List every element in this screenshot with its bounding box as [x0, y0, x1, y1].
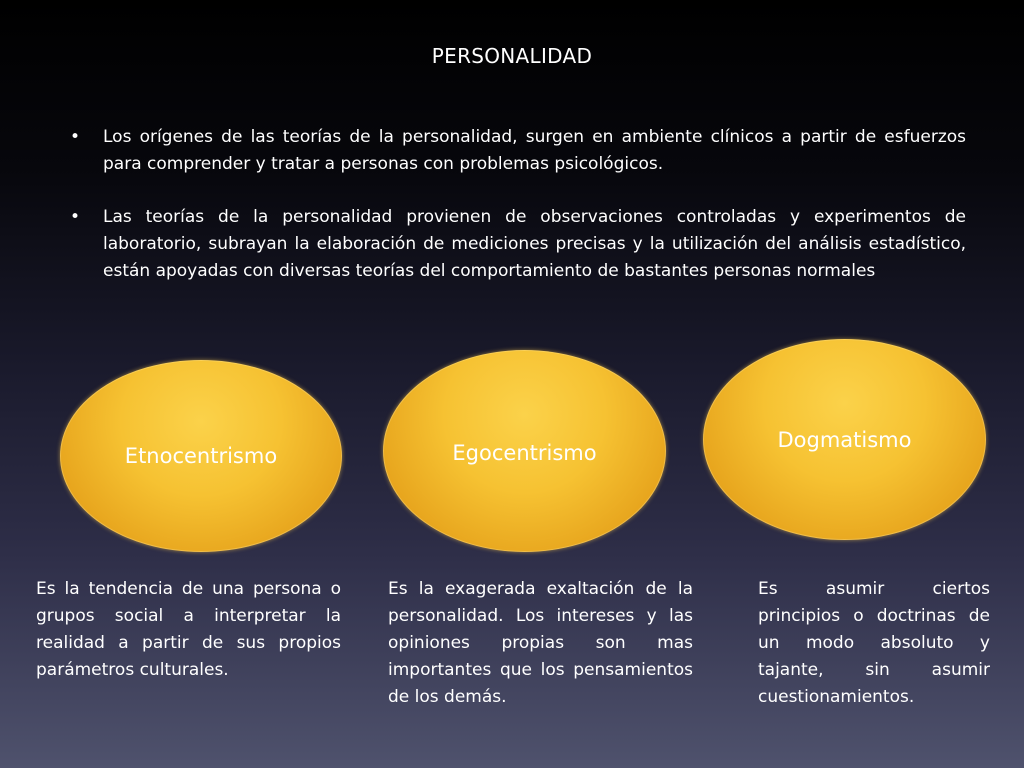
bullet-list [70, 124, 966, 311]
bullet-item [70, 124, 966, 178]
concept-label: Etnocentrismo [124, 444, 278, 468]
concept-oval-etnocentrismo [60, 360, 342, 552]
bullet-text: Los orígenes de las teorías de la personalidad, surgen en ambiente clínicos a partir de esfuerzos para comprender y tratar a personas con problemas psicológicos. [103, 127, 966, 174]
concept-oval-dogmatismo [703, 339, 986, 540]
concept-description-egocentrismo: Es la exagerada exaltación de la personalidad. Los intereses y las opiniones propias son mas importantes que los pensamientos de los demás. [388, 579, 693, 707]
concept-label: Egocentrismo [452, 441, 597, 465]
concept-label: Dogmatismo [777, 427, 912, 452]
bullet-text: Las teorías de la personalidad provienen de observaciones controladas y experimentos de laboratorio, subrayan la elaboración de mediciones precisas y la utilización del análisis estadístico, están apoyadas con diversas teorías del comportamiento de bastantes personas normales [103, 207, 966, 281]
slide-title: PERSONALIDAD [431, 44, 593, 68]
concept-description-etnocentrismo: Es la tendencia de una persona o grupos social a interpretar la realidad a partir de sus propios parámetros culturales. [36, 579, 341, 680]
concept-oval-egocentrismo [383, 350, 666, 552]
bullet-item [70, 204, 966, 285]
bullet-icon: • [70, 127, 81, 147]
concept-description-dogmatismo: Es asumir ciertos principios o doctrinas de un modo absoluto y tajante, sin asumir cuestionamientos. [758, 579, 990, 707]
bullet-icon: • [70, 207, 81, 227]
